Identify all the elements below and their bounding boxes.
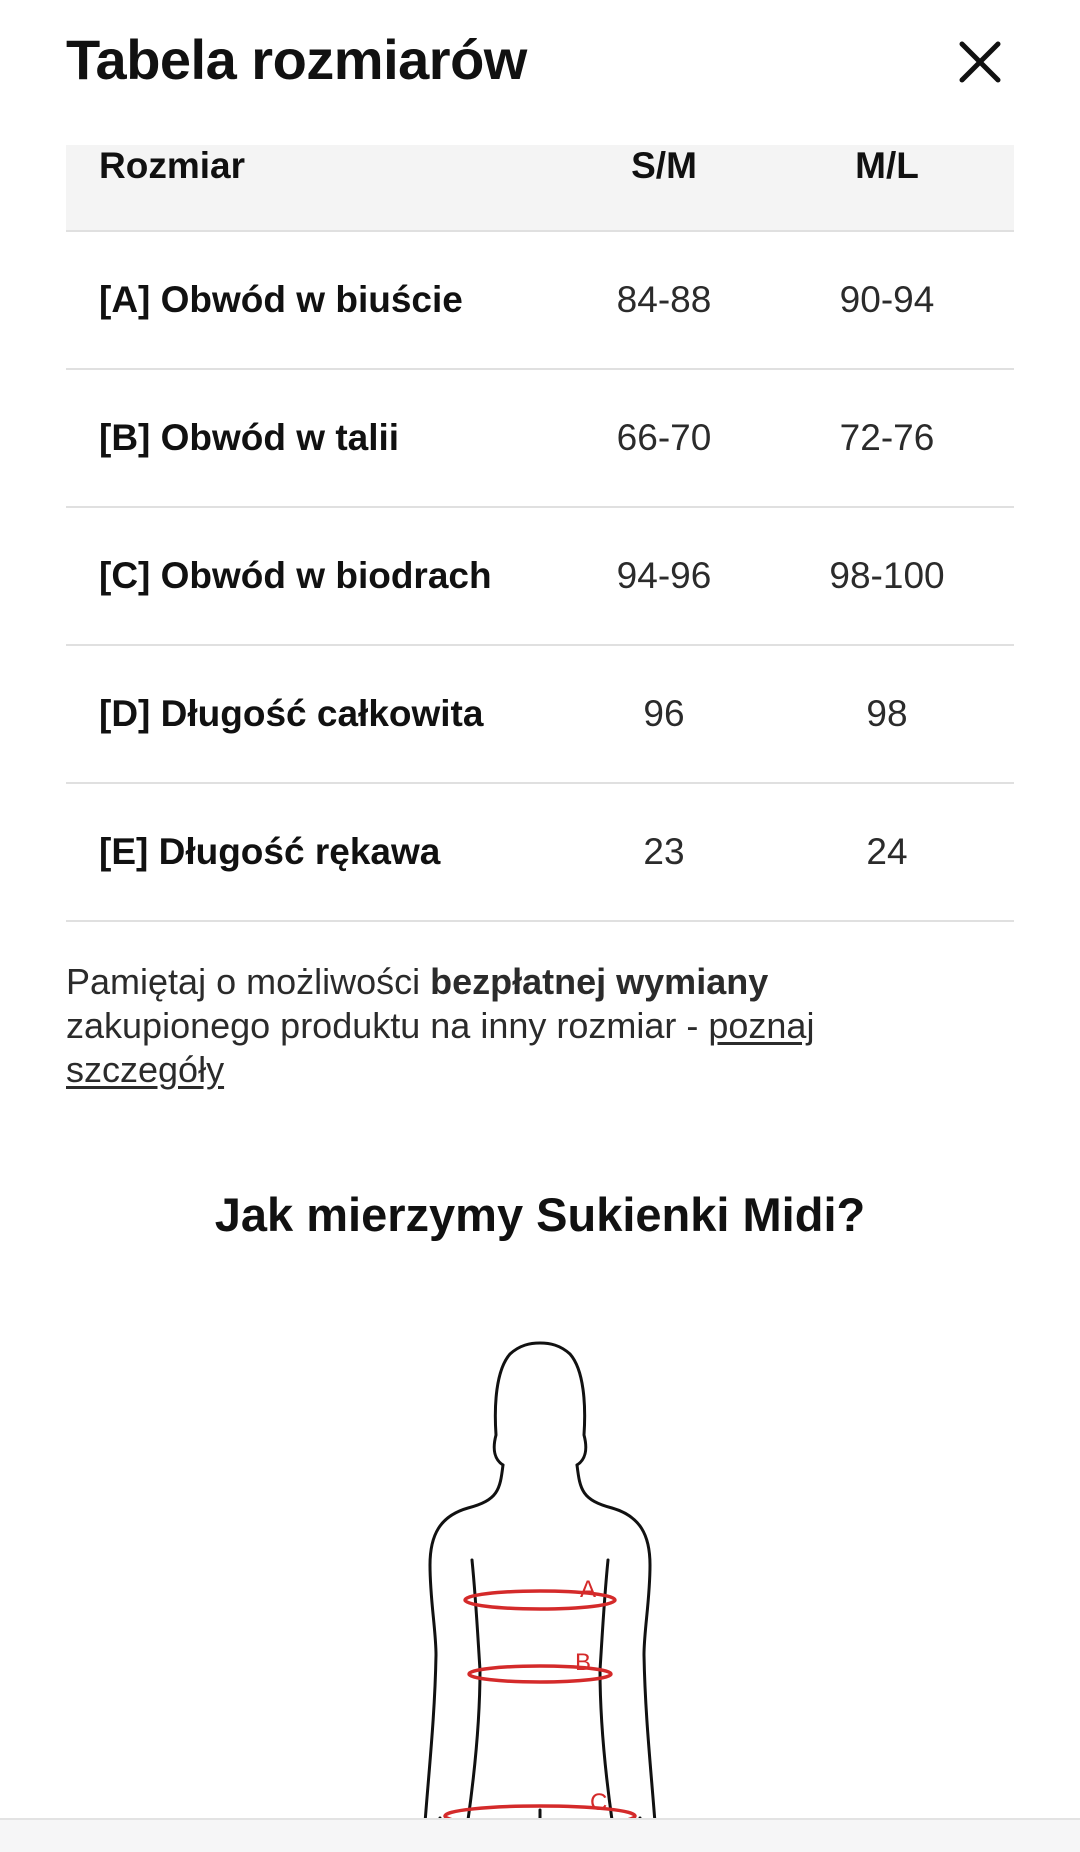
row-value-ml: 24 (760, 783, 1014, 921)
bottom-bar (0, 1818, 1080, 1852)
body-outline (424, 1343, 656, 1835)
row-value-ml: 98-100 (760, 507, 1014, 645)
note-bold: bezpłatnej wymiany (430, 961, 769, 1002)
row-value-sm: 94-96 (568, 507, 760, 645)
modal-header (0, 0, 1080, 120)
note-prefix: Pamiętaj o możliwości (66, 961, 431, 1002)
row-label: [B] Obwód w talii (66, 369, 568, 507)
row-label: [D] Długość całkowita (66, 645, 568, 783)
details-link[interactable]: poznaj szczegóły (66, 1005, 815, 1090)
size-table (66, 145, 1014, 922)
header-ml: M/L (760, 145, 1014, 231)
note-middle: zakupionego produktu na inny rozmiar - (66, 1005, 709, 1046)
marker-c: C (590, 1789, 608, 1816)
page-title: Tabela rozmiarów (66, 28, 527, 91)
table-row (66, 231, 1014, 369)
table-row (66, 369, 1014, 507)
exchange-note (66, 960, 966, 1092)
row-value-ml: 98 (760, 645, 1014, 783)
table-row (66, 783, 1014, 921)
row-label: [C] Obwód w biodrach (66, 507, 568, 645)
row-value-sm: 23 (568, 783, 760, 921)
row-value-sm: 96 (568, 645, 760, 783)
row-value-sm: 84-88 (568, 231, 760, 369)
marker-a: A (580, 1576, 597, 1603)
table-row (66, 507, 1014, 645)
table-header-row (66, 145, 1014, 231)
body-measurement-diagram (400, 1340, 680, 1835)
close-icon (950, 32, 1010, 92)
marker-b: B (575, 1649, 592, 1676)
row-value-sm: 66-70 (568, 369, 760, 507)
table-row (66, 645, 1014, 783)
row-value-ml: 90-94 (760, 231, 1014, 369)
measure-heading: Jak mierzymy Sukienki Midi? (214, 1188, 866, 1241)
row-label: [A] Obwód w biuście (66, 231, 568, 369)
close-button[interactable] (950, 32, 1010, 92)
row-label: [E] Długość rękawa (66, 783, 568, 921)
row-value-ml: 72-76 (760, 369, 1014, 507)
header-size: Rozmiar (66, 145, 568, 231)
header-sm: S/M (568, 145, 760, 231)
